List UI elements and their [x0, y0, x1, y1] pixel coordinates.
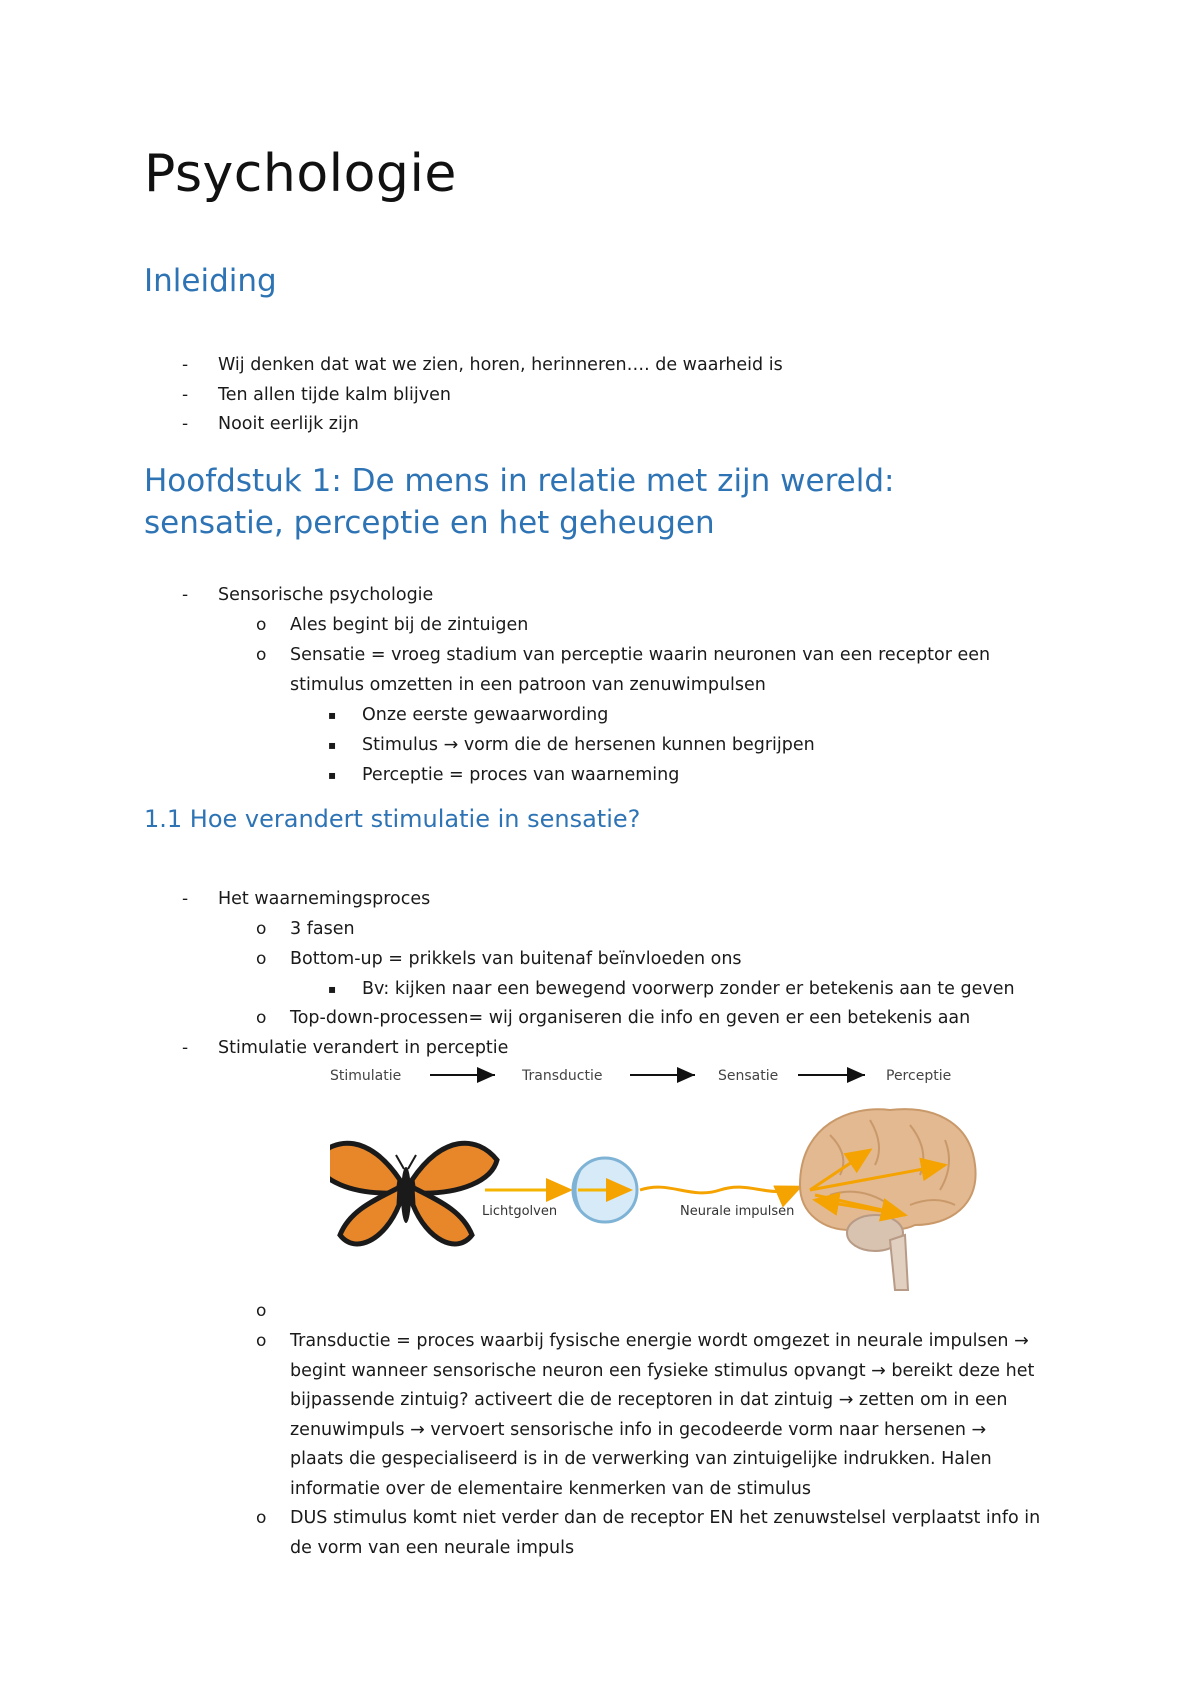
list-item: 3 fasen [290, 919, 355, 939]
heading-inleiding: Inleiding [144, 263, 277, 299]
circle-bullet: o [256, 1331, 267, 1351]
circle-bullet: o [256, 1301, 267, 1321]
square-bullet: ▪ [328, 738, 337, 752]
list-item: Ten allen tijde kalm blijven [218, 385, 451, 405]
list-item: Wij denken dat wat we zien, horen, herinneren…. de waarheid is [218, 355, 783, 375]
list-item: DUS stimulus komt niet verder dan de receptor EN het zenuwstelsel verplaatst info in [290, 1508, 1041, 1528]
dash-bullet: - [182, 585, 189, 605]
list-item: Stimulus → vorm die de hersenen kunnen begrijpen [362, 735, 815, 755]
list-item: Top-down-processen= wij organiseren die info en geven er een betekenis aan [290, 1008, 971, 1028]
stage-label-perceptie: Perceptie [886, 1068, 952, 1084]
neural-impulse-arrow [640, 1187, 800, 1193]
list-item-continued: plaats die gespecialiseerd is in de verwerking van zintuigelijke indrukken. Halen [290, 1449, 992, 1469]
document-title: Psychologie [144, 144, 457, 204]
dash-bullet: - [182, 889, 189, 909]
dash-bullet: - [182, 385, 189, 405]
stage-label-sensatie: Sensatie [718, 1068, 779, 1084]
square-bullet: ▪ [328, 708, 337, 722]
label-lichtgolven: Lichtgolven [482, 1204, 558, 1219]
dash-bullet: - [182, 414, 189, 434]
dash-bullet: - [182, 1038, 189, 1058]
list-item-continued: zenuwimpuls → vervoert sensorische info in gecodeerde vorm naar hersenen → [290, 1420, 987, 1440]
brain-icon [800, 1109, 976, 1290]
list-item-continued: bijpassende zintuig? activeert die de receptoren in dat zintuig → zetten om in een [290, 1390, 1008, 1410]
stage-label-stimulatie: Stimulatie [330, 1068, 402, 1084]
circle-bullet: o [256, 1008, 267, 1028]
heading-chapter1-line1: Hoofdstuk 1: De mens in relatie met zijn wereld: [144, 463, 895, 499]
list-item: Perceptie = proces van waarneming [362, 765, 680, 785]
list-item: Onze eerste gewaarwording [362, 705, 609, 725]
list-item-continued: begint wanneer sensorische neuron een fysieke stimulus opvangt → bereikt deze het [290, 1361, 1035, 1381]
stage-label-transductie: Transductie [522, 1068, 603, 1084]
perception-process-figure [330, 1065, 990, 1305]
square-bullet: ▪ [328, 768, 337, 782]
butterfly-icon [330, 1143, 497, 1244]
heading-chapter1-line2: sensatie, perceptie en het geheugen [144, 505, 715, 541]
list-item-continued: stimulus omzetten in een patroon van zenuwimpulsen [290, 675, 766, 695]
circle-bullet: o [256, 919, 267, 939]
list-item: Sensorische psychologie [218, 585, 434, 605]
heading-section-1-1: 1.1 Hoe verandert stimulatie in sensatie? [144, 805, 641, 833]
list-item: Het waarnemingsproces [218, 889, 431, 909]
square-bullet: ▪ [328, 982, 337, 996]
label-neurale-impulsen: Neurale impulsen [680, 1204, 795, 1219]
eye-icon [573, 1158, 637, 1222]
dash-bullet: - [182, 355, 189, 375]
circle-bullet: o [256, 615, 267, 635]
list-item: Sensatie = vroeg stadium van perceptie waarin neuronen van een receptor een [290, 645, 991, 665]
circle-bullet: o [256, 1508, 267, 1528]
circle-bullet: o [256, 949, 267, 969]
list-item: Bv: kijken naar een bewegend voorwerp zonder er betekenis aan te geven [362, 979, 1015, 999]
list-item: Transductie = proces waarbij fysische energie wordt omgezet in neurale impulsen → [290, 1331, 1029, 1351]
circle-bullet: o [256, 645, 267, 665]
list-item-continued: informatie over de elementaire kenmerken van de stimulus [290, 1479, 811, 1499]
list-item: Ales begint bij de zintuigen [290, 615, 529, 635]
list-item: Nooit eerlijk zijn [218, 414, 359, 434]
list-item-continued: de vorm van een neurale impuls [290, 1538, 575, 1558]
list-item: Stimulatie verandert in perceptie [218, 1038, 509, 1058]
list-item: Bottom-up = prikkels van buitenaf beïnvloeden ons [290, 949, 742, 969]
